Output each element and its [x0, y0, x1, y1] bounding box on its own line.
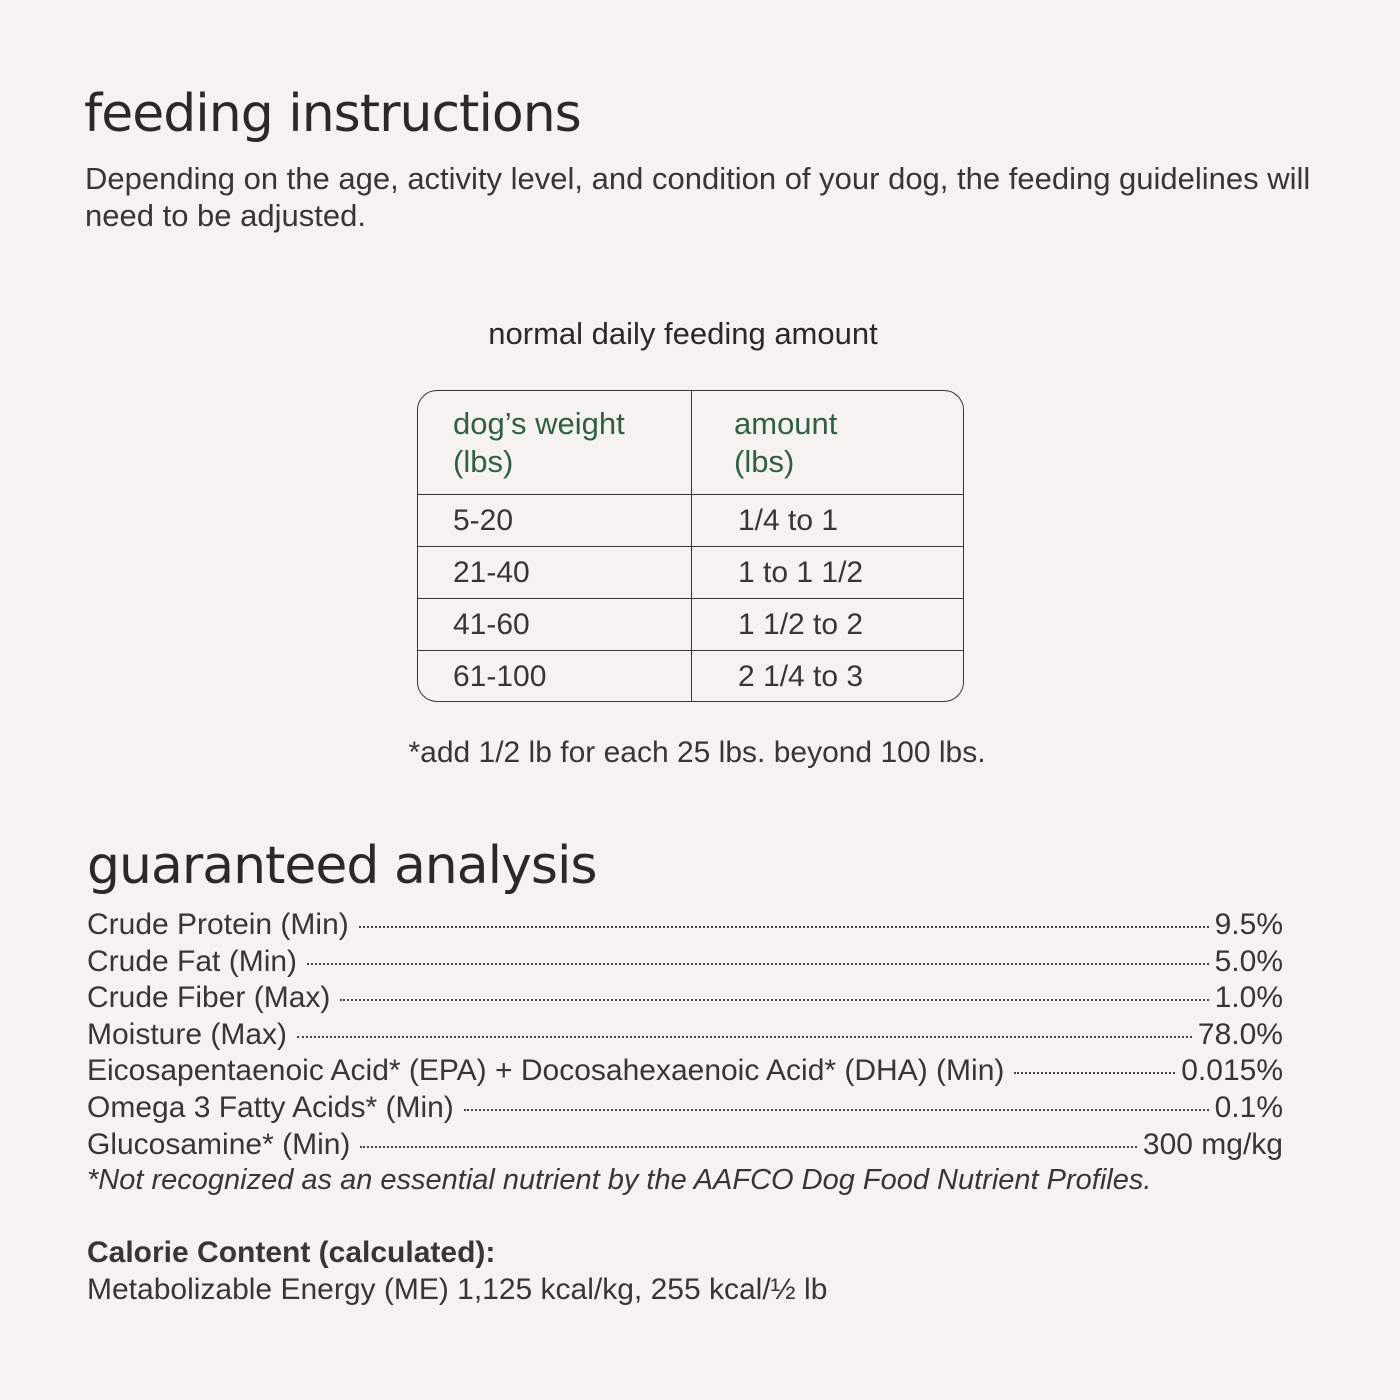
- analysis-value: 300 mg/kg: [1142, 1127, 1283, 1161]
- feeding-table-header: [418, 391, 963, 495]
- feeding-intro-text: Depending on the age, activity level, and condition of your dog, the feeding guidelines will need to be adjusted.: [85, 161, 1311, 233]
- list-item: [87, 1054, 1283, 1091]
- amount-cell: 1 1/2 to 2: [738, 607, 864, 641]
- weight-cell: 61-100: [418, 651, 692, 702]
- list-item: [87, 908, 1283, 945]
- calorie-content-value: Metabolizable Energy (ME) 1,125 kcal/kg, 255 kcal/½ lb: [87, 1273, 828, 1306]
- list-item: [87, 1128, 1283, 1165]
- analysis-value: 78.0%: [1197, 1017, 1283, 1051]
- table-row: [418, 599, 963, 651]
- dot-leader: [297, 1036, 1192, 1038]
- table-row: [418, 495, 963, 547]
- amount-cell: 1/4 to 1: [738, 503, 839, 537]
- analysis-label: Crude Fat (Min): [87, 944, 298, 978]
- list-item: [87, 1018, 1283, 1055]
- table-row: [418, 651, 963, 702]
- list-item: [87, 1091, 1283, 1128]
- header-amount-line2: (lbs): [734, 444, 795, 479]
- analysis-label: Eicosapentaenoic Acid* (EPA) + Docosahexaenoic Acid* (DHA) (Min): [87, 1054, 1005, 1088]
- analysis-value: 0.015%: [1181, 1054, 1283, 1088]
- analysis-list: [87, 908, 1283, 1164]
- header-dog-weight-line2: (lbs): [453, 444, 514, 479]
- analysis-label: Crude Protein (Min): [87, 908, 349, 941]
- guaranteed-analysis-title: guaranteed analysis: [87, 836, 597, 896]
- feeding-table: [417, 390, 964, 702]
- header-dog-weight-line1: dog’s weight: [453, 406, 625, 441]
- dot-leader: [360, 1146, 1136, 1148]
- weight-cell: 41-60: [418, 599, 692, 650]
- feeding-instructions-title: feeding instructions: [84, 84, 581, 144]
- dot-leader: [359, 926, 1209, 928]
- header-dog-weight: [418, 391, 692, 494]
- feeding-table-caption: normal daily feeding amount: [488, 316, 878, 351]
- dot-leader: [307, 963, 1209, 965]
- weight-cell: 21-40: [418, 547, 692, 598]
- analysis-value: 9.5%: [1214, 908, 1283, 941]
- header-amount: [692, 391, 963, 494]
- calorie-content-title: Calorie Content (calculated):: [87, 1236, 496, 1269]
- dot-leader: [340, 999, 1208, 1001]
- list-item: [87, 981, 1283, 1018]
- amount-cell: 1 to 1 1/2: [738, 555, 864, 589]
- analysis-value: 0.1%: [1214, 1090, 1283, 1124]
- aafco-footnote: *Not recognized as an essential nutrient by the AAFCO Dog Food Nutrient Profiles.: [87, 1164, 1152, 1196]
- analysis-label: Glucosamine* (Min): [87, 1127, 351, 1161]
- analysis-value: 5.0%: [1214, 944, 1283, 978]
- amount-cell: 2 1/4 to 3: [738, 660, 864, 693]
- analysis-label: Moisture (Max): [87, 1017, 288, 1051]
- analysis-label: Crude Fiber (Max): [87, 981, 331, 1015]
- list-item: [87, 945, 1283, 982]
- weight-cell: 5-20: [418, 495, 692, 546]
- analysis-value: 1.0%: [1214, 981, 1283, 1015]
- feeding-footnote: *add 1/2 lb for each 25 lbs. beyond 100 lbs.: [408, 736, 986, 769]
- dot-leader: [1014, 1072, 1175, 1074]
- analysis-label: Omega 3 Fatty Acids* (Min): [87, 1090, 454, 1124]
- header-amount-line1: amount: [734, 406, 838, 441]
- table-row: [418, 547, 963, 599]
- dot-leader: [464, 1109, 1209, 1111]
